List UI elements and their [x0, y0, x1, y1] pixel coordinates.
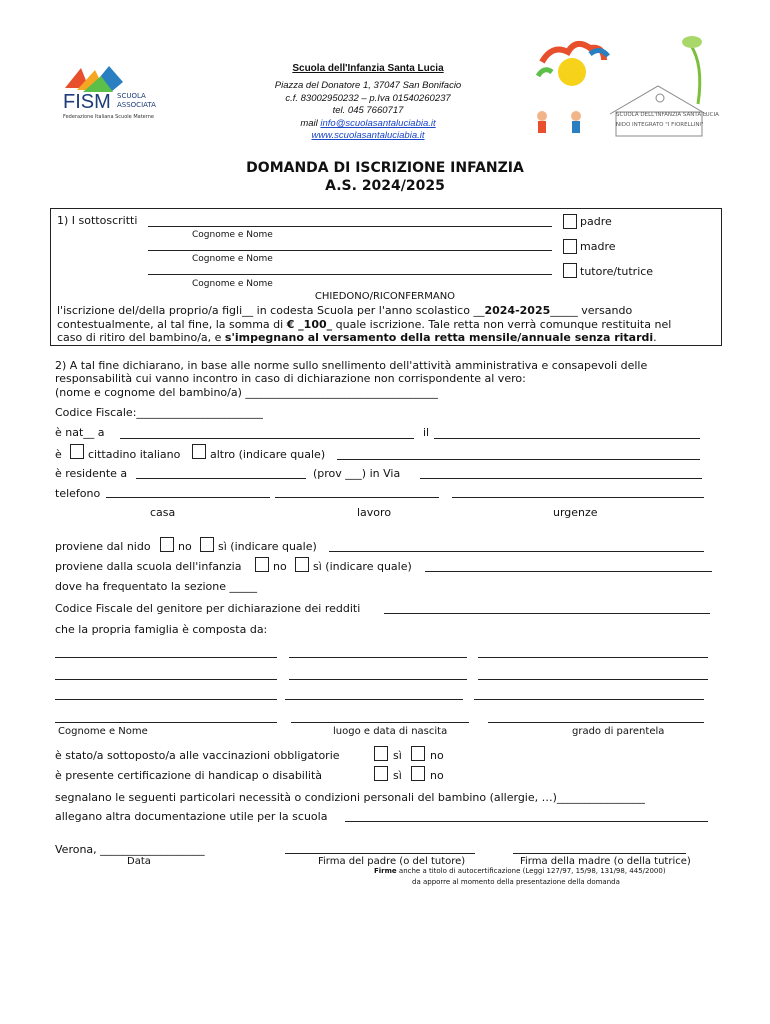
- family-caption-name: Cognome e Nome: [58, 726, 148, 737]
- family-name-line[interactable]: [55, 699, 277, 700]
- prov-label: (prov ___) in Via: [313, 467, 401, 480]
- school-name: Scuola dell'Infanzia Santa Lucia: [292, 63, 444, 74]
- para1-year: 2024-2025: [484, 304, 551, 317]
- footer-note-line2: da apporre al momento della presentazione della domanda: [412, 878, 620, 886]
- school-fiscal: c.f. 83002950232 – p.Iva 01540260237: [285, 93, 451, 104]
- nido-no-checkbox[interactable]: [160, 537, 174, 552]
- altro-checkbox[interactable]: [192, 444, 206, 459]
- footer-note-line1: [374, 867, 666, 875]
- il-label: il: [423, 426, 430, 439]
- tutore-checkbox[interactable]: [563, 263, 577, 278]
- phone-caption-lavoro: lavoro: [357, 506, 392, 519]
- para1-text-a: l'iscrizione del/della proprio/a figli__ in codesta Scuola per l'anno scolastico __: [57, 304, 485, 317]
- via-line[interactable]: [420, 478, 702, 479]
- proviene-nido-label: proviene dal nido: [55, 540, 151, 553]
- verona-date-field[interactable]: Verona, ___________________: [55, 843, 205, 856]
- altro-line[interactable]: [337, 459, 700, 460]
- cf-genitore-label: Codice Fiscale del genitore per dichiarazione dei redditi: [55, 602, 361, 615]
- birthplace-line[interactable]: [120, 438, 414, 439]
- para2-text-a: contestualmente, al tal fine, la somma di: [57, 318, 287, 331]
- para3-end: .: [653, 331, 657, 344]
- phone-casa-line[interactable]: [106, 497, 270, 498]
- fism-associata: ASSOCIATA: [117, 101, 156, 109]
- school-mail: [218, 118, 518, 129]
- page-title: DOMANDA DI ISCRIZIONE INFANZIA: [246, 160, 524, 176]
- madre-label: madre: [580, 240, 616, 253]
- cf-genitore-line[interactable]: [384, 613, 710, 614]
- nido-no-label: no: [178, 540, 192, 553]
- proviene-scuola-label: proviene dalla scuola dell'infanzia: [55, 560, 242, 573]
- necessita-field[interactable]: segnalano le seguenti particolari necessità o condizioni personali del bambino (allergie, …)________________: [55, 791, 645, 804]
- fism-text: FISM: [63, 91, 111, 113]
- vacc-si-checkbox[interactable]: [374, 746, 388, 761]
- telefono-label: telefono: [55, 487, 101, 500]
- codice-fiscale-field[interactable]: Codice Fiscale:_______________________: [55, 406, 263, 419]
- vacc-no-checkbox[interactable]: [411, 746, 425, 761]
- school-tel: tel. 045 7660717: [332, 105, 404, 116]
- vaccinazioni-label: è stato/a sottoposto/a alle vaccinazioni obbligatorie: [55, 749, 340, 762]
- sezione-field[interactable]: dove ha frequentato la sezione _____: [55, 580, 257, 593]
- firma-madre-caption: Firma della madre (o della tutrice): [520, 856, 691, 867]
- tutore-label: tutore/tutrice: [580, 265, 654, 278]
- footer-note-bold: Firme: [374, 867, 397, 875]
- sottoscritti-label: 1) I sottoscritti: [57, 214, 138, 227]
- para2-amount: € _100_: [286, 318, 333, 331]
- page-subtitle: A.S. 2024/2025: [325, 178, 445, 194]
- nato-label: è nat__ a: [55, 426, 105, 439]
- iscrizione-para-line2: [57, 318, 671, 331]
- nido-si-label: sì (indicare quale): [218, 540, 317, 553]
- residente-label: è residente a: [55, 467, 128, 480]
- school-logo-line2: NIDO INTEGRATO "I FIORELLINI": [616, 122, 704, 128]
- phone-caption-urgenze: urgenze: [553, 506, 598, 519]
- scuola-no-label: no: [273, 560, 287, 573]
- iscrizione-para-line3: [57, 331, 657, 344]
- family-birth-line[interactable]: [285, 699, 463, 700]
- madre-checkbox[interactable]: [563, 239, 577, 254]
- family-birth-line[interactable]: [289, 657, 467, 658]
- e-label: è: [55, 448, 62, 461]
- scuola-no-checkbox[interactable]: [255, 557, 269, 572]
- family-name-line[interactable]: [55, 657, 277, 658]
- padre-checkbox[interactable]: [563, 214, 577, 229]
- phone-lavoro-line[interactable]: [275, 497, 439, 498]
- nido-si-checkbox[interactable]: [200, 537, 214, 552]
- school-logo-line1: SCUOLA DELL'INFANZIA SANTA LUCIA: [616, 112, 719, 118]
- cittadino-checkbox[interactable]: [70, 444, 84, 459]
- family-caption-birth: luogo e data di nascita: [333, 726, 448, 737]
- para3-text-a: caso di ritiro del bambino/a, e: [57, 331, 225, 344]
- signature-madre-line[interactable]: [513, 853, 686, 854]
- vacc-no-label: no: [430, 749, 444, 762]
- vacc-si-label: sì: [393, 749, 402, 762]
- famiglia-label: che la propria famiglia è composta da:: [55, 623, 268, 636]
- padre-label: padre: [580, 215, 612, 228]
- nido-line[interactable]: [329, 551, 704, 552]
- section2-intro-2: responsabilità cui vanno incontro in caso di dichiarazione non corrispondente al vero:: [55, 372, 526, 385]
- school-website[interactable]: www.scuolasantaluciabia.it: [311, 130, 425, 141]
- name-caption-3: Cognome e Nome: [192, 279, 273, 289]
- family-name-line[interactable]: [55, 722, 277, 723]
- fism-federazione: Federazione Italiana Scuole Materne: [63, 114, 154, 120]
- birthdate-line[interactable]: [434, 438, 700, 439]
- parent2-name-line[interactable]: [148, 250, 552, 251]
- signature-padre-line[interactable]: [285, 853, 475, 854]
- hand-si-label: sì: [393, 769, 402, 782]
- fism-logo: [55, 58, 185, 128]
- hand-si-checkbox[interactable]: [374, 766, 388, 781]
- fism-scuola: SCUOLA: [117, 92, 146, 100]
- family-grade-line[interactable]: [478, 657, 708, 658]
- handicap-label: è presente certificazione di handicap o disabilità: [55, 769, 323, 782]
- family-name-line[interactable]: [55, 679, 277, 680]
- scuola-si-label: sì (indicare quale): [313, 560, 412, 573]
- name-caption-1: Cognome e Nome: [192, 230, 273, 240]
- school-address: Piazza del Donatore 1, 37047 San Bonifacio: [274, 80, 462, 91]
- school-logo: [520, 24, 720, 144]
- chiedono-label: CHIEDONO/RICONFERMANO: [314, 291, 456, 302]
- name-caption-2: Cognome e Nome: [192, 254, 273, 264]
- parent1-name-line[interactable]: [148, 226, 552, 227]
- family-birth-line[interactable]: [291, 722, 469, 723]
- mail-prefix: mail: [300, 118, 321, 129]
- parent3-name-line[interactable]: [148, 274, 552, 275]
- documentazione-label: allegano altra documentazione utile per la scuola: [55, 810, 328, 823]
- para3-bold: s'impegnano al versamento della retta mensile/annuale senza ritardi: [224, 331, 654, 344]
- cittadino-label: cittadino italiano: [88, 448, 181, 461]
- hand-no-label: no: [430, 769, 444, 782]
- hand-no-checkbox[interactable]: [411, 766, 425, 781]
- family-caption-grade: grado di parentela: [572, 726, 665, 737]
- family-grade-line[interactable]: [478, 679, 708, 680]
- section2-intro-1: 2) A tal fine dichiarano, in base alle norme sullo snellimento dell'attività amministrativa e consapevoli delle: [55, 359, 648, 372]
- para1-text-b: _____ versando: [550, 304, 633, 317]
- data-caption: Data: [127, 856, 151, 867]
- family-birth-line[interactable]: [289, 679, 467, 680]
- scuola-si-checkbox[interactable]: [295, 557, 309, 572]
- phone-urgenze-line[interactable]: [452, 497, 704, 498]
- section2-intro-3[interactable]: (nome e cognome del bambino/a) ___________________________________: [55, 386, 438, 399]
- documentazione-line[interactable]: [345, 821, 708, 822]
- family-grade-line[interactable]: [488, 722, 704, 723]
- firma-padre-caption: Firma del padre (o del tutore): [318, 856, 466, 867]
- para2-text-b: quale iscrizione. Tale retta non verrà comunque restituita nel: [332, 318, 672, 331]
- residente-line[interactable]: [136, 478, 306, 479]
- altro-label: altro (indicare quale): [210, 448, 326, 461]
- mail-link[interactable]: info@scuolasantaluciabia.it: [320, 118, 436, 129]
- family-grade-line[interactable]: [474, 699, 704, 700]
- iscrizione-para-line1: [57, 304, 717, 317]
- phone-caption-casa: casa: [150, 506, 176, 519]
- scuola-line[interactable]: [425, 571, 712, 572]
- footer-note-rest: anche a titolo di autocertificazione (Leggi 127/97, 15/98, 131/98, 445/2000): [396, 867, 666, 875]
